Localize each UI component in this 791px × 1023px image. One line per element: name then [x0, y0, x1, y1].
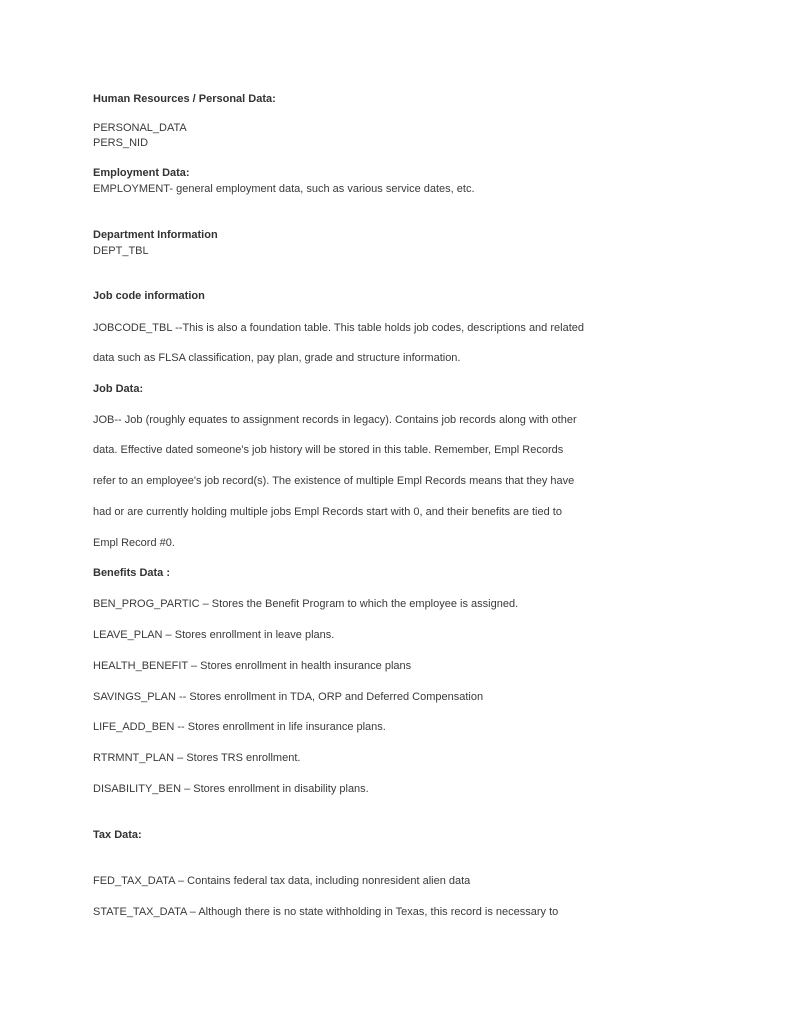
benefits-line: LIFE_ADD_BEN -- Stores enrollment in life insurance plans. — [93, 721, 386, 733]
tax-line: FED_TAX_DATA – Contains federal tax data, including nonresident alien data — [93, 875, 471, 887]
benefits-line: BEN_PROG_PARTIC – Stores the Benefit Program to which the employee is assigned. — [93, 598, 519, 610]
job-line: refer to an employee's job record(s). The existence of multiple Empl Records means that they have — [93, 475, 575, 487]
hr-item-pers-nid: PERS_NID — [93, 137, 149, 149]
job-line: JOB-- Job (roughly equates to assignment records in legacy). Contains job records along with other — [93, 414, 577, 426]
department-text: DEPT_TBL — [93, 245, 149, 257]
hr-heading: Human Resources / Personal Data: — [93, 93, 276, 105]
job-line: had or are currently holding multiple jobs Empl Records start with 0, and their benefits are tied to — [93, 506, 562, 518]
jobcode-line: JOBCODE_TBL --This is also a foundation table. This table holds job codes, descriptions and related — [93, 322, 584, 334]
benefits-line: HEALTH_BENEFIT – Stores enrollment in health insurance plans — [93, 660, 412, 672]
job-heading: Job Data: — [93, 383, 144, 395]
job-line: Empl Record #0. — [93, 537, 175, 549]
hr-item-personal-data: PERSONAL_DATA — [93, 122, 187, 134]
job-line: data. Effective dated someone's job history will be stored in this table. Remember, Empl Records — [93, 444, 564, 456]
employment-heading: Employment Data: — [93, 167, 190, 179]
tax-heading: Tax Data: — [93, 829, 142, 841]
benefits-heading: Benefits Data : — [93, 567, 171, 579]
benefits-line: SAVINGS_PLAN -- Stores enrollment in TDA, ORP and Deferred Compensation — [93, 691, 484, 703]
employment-text: EMPLOYMENT- general employment data, such as various service dates, etc. — [93, 183, 475, 195]
jobcode-line: data such as FLSA classification, pay plan, grade and structure information. — [93, 352, 461, 364]
jobcode-heading: Job code information — [93, 290, 205, 302]
benefits-line: DISABILITY_BEN – Stores enrollment in disability plans. — [93, 783, 369, 795]
benefits-line: RTRMNT_PLAN – Stores TRS enrollment. — [93, 752, 301, 764]
tax-line: STATE_TAX_DATA – Although there is no state withholding in Texas, this record is necessary to — [93, 906, 559, 918]
benefits-line: LEAVE_PLAN – Stores enrollment in leave plans. — [93, 629, 335, 641]
department-heading: Department Information — [93, 229, 218, 241]
